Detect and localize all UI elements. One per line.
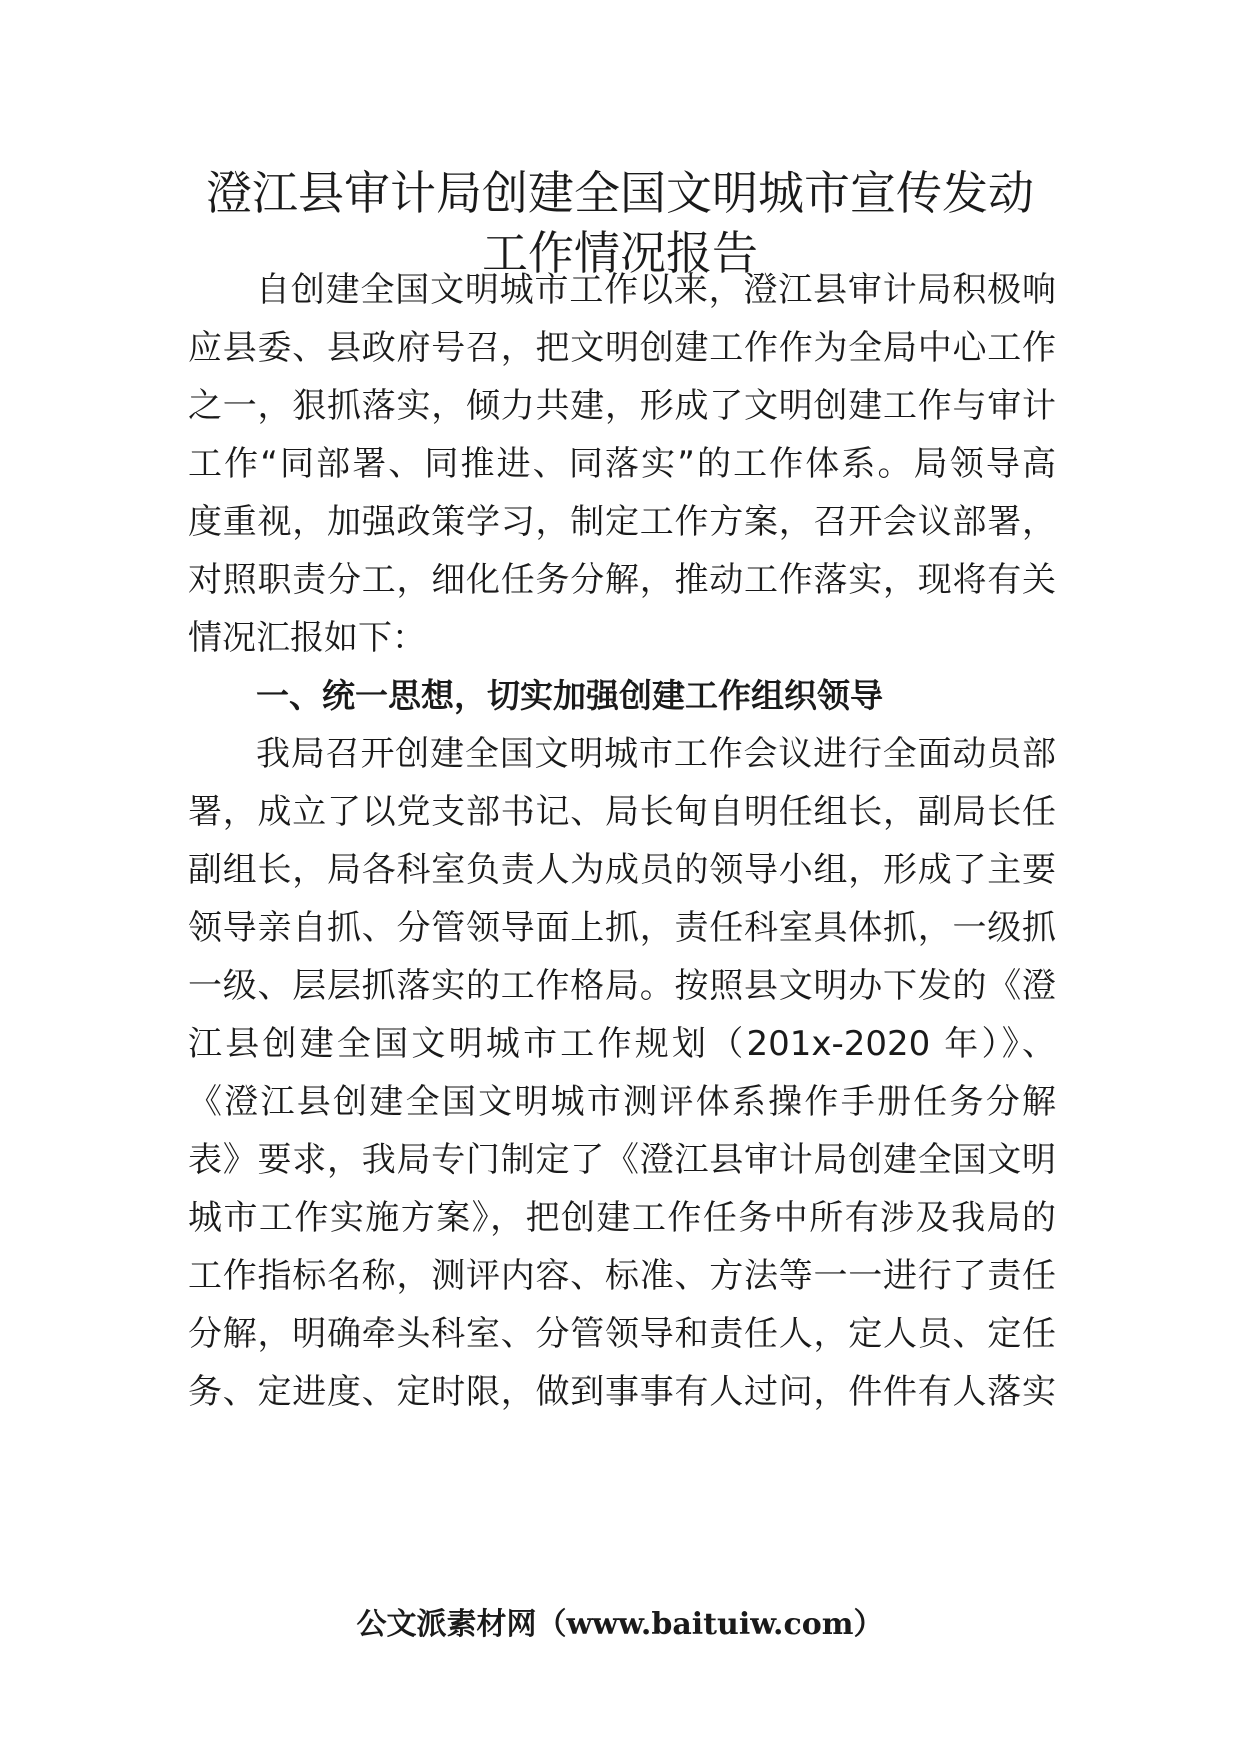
paragraph-line: 务、定进度、定时限，做到事事有人过问，件件有人落实 xyxy=(188,1372,1056,1412)
paragraph-line: 度重视，加强政策学习，制定工作方案，召开会议部署， xyxy=(188,502,1056,542)
paragraph-line: 对照职责分工，细化任务分解，推动工作落实，现将有关 xyxy=(188,560,1056,600)
paragraph-line: 之一，狠抓落实，倾力共建，形成了文明创建工作与审计 xyxy=(188,386,1056,426)
paragraph-line: 一级、层层抓落实的工作格局。按照县文明办下发的《澄 xyxy=(188,966,1056,1006)
paragraph-line: 分解，明确牵头科室、分管领导和责任人，定人员、定任 xyxy=(188,1314,1056,1354)
paragraph-line: 江县创建全国文明城市工作规划（201x-2020 年）》、 xyxy=(188,1024,1056,1064)
paragraph-line: 署，成立了以党支部书记、局长甸自明任组长，副局长任 xyxy=(188,792,1056,832)
document-title-line-2: 工作情况报告 xyxy=(482,226,758,280)
document-title-line-1: 澄江县审计局创建全国文明城市宣传发动 xyxy=(206,166,1034,220)
paragraph-line: 《澄江县创建全国文明城市测评体系操作手册任务分解 xyxy=(188,1082,1056,1122)
paragraph-line: 城市工作实施方案》，把创建工作任务中所有涉及我局的 xyxy=(188,1198,1056,1238)
paragraph-line: 工作“同部署、同推进、同落实”的工作体系。局领导高 xyxy=(188,444,1056,484)
paragraph-line: 情况汇报如下： xyxy=(188,618,426,658)
paragraph-line: 应县委、县政府号召，把文明创建工作作为全局中心工作 xyxy=(188,328,1056,368)
paragraph-line: 表》要求，我局专门制定了《澄江县审计局创建全国文明 xyxy=(188,1140,1056,1180)
paragraph-line: 自创建全国文明城市工作以来，澄江县审计局积极响 xyxy=(256,270,1056,310)
section-heading: 一、统一思想，切实加强创建工作组织领导 xyxy=(256,676,883,715)
paragraph-line: 我局召开创建全国文明城市工作会议进行全面动员部 xyxy=(256,734,1056,774)
paragraph-line: 副组长，局各科室负责人为成员的领导小组，形成了主要 xyxy=(188,850,1056,890)
paragraph-line: 领导亲自抓、分管领导面上抓，责任科室具体抓，一级抓 xyxy=(188,908,1056,948)
footer-watermark-text: 公文派素材网（www.baituiw.com） xyxy=(356,1607,884,1642)
paragraph-line: 工作指标名称，测评内容、标准、方法等一一进行了责任 xyxy=(188,1256,1056,1296)
